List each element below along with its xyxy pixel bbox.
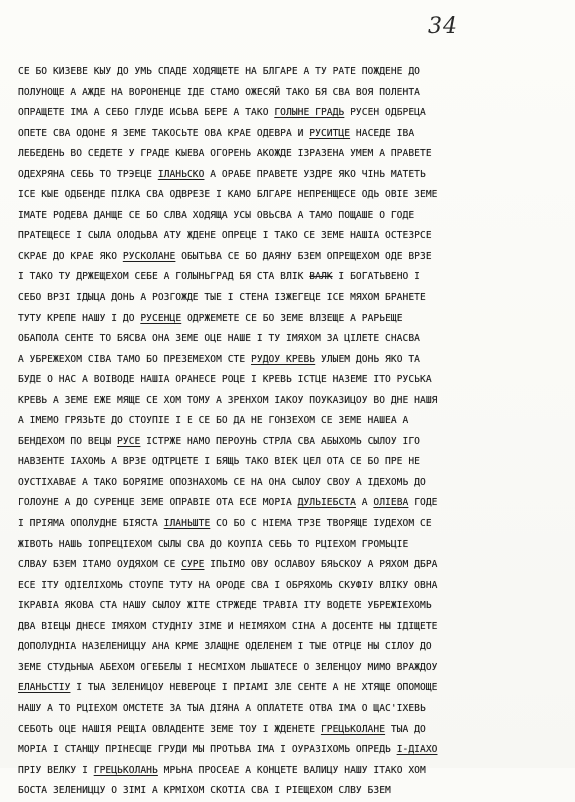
- text-line: [18, 83, 566, 104]
- text-segment: ОПРАЩЕТЕ ІМА А СЕБО ГЛУДЕ ИСЬВА БЕРЕ А ТАКО: [18, 107, 275, 119]
- text-line: [18, 740, 566, 761]
- text-line: [18, 226, 566, 247]
- typewritten-text-body: [18, 62, 566, 802]
- underlined-word: СУРЕ: [181, 559, 205, 571]
- text-line: [18, 493, 566, 514]
- text-line: [18, 329, 566, 350]
- underlined-word: РУСКОЛАНЕ: [122, 250, 176, 262]
- text-segment: ПРАТЕЩЕСЕ І СЫЛА ОЛОДЬВА АТУ ЖДЕНЕ ОПРЕЦЕ І ТАКО СЕ ЗЕМЕ НАШІА ОСТЕЗРСЕ: [18, 230, 432, 242]
- text-line: [18, 267, 566, 288]
- text-segment: ТУТУ КРЕПЕ НАШУ І ДО: [18, 312, 141, 324]
- text-line: [18, 514, 566, 535]
- text-segment: ДВА ВІЕЦЫ ДНЕСЕ ІМЯХОМ СТУДНІУ ЗІМЕ И НЕІМЯХОМ СІНА А ДОСЕНТЕ НЫ ІДІЩЕТЕ: [18, 620, 438, 632]
- text-segment: ІКРАВІА ЯКОВА СТА НАШУ СЫЛОУ ЖІТЕ СТРЖЕДЕ ТРАВІА ІТУ ВОДЕТЕ УБРЕЖІЕХОМЬ: [18, 600, 432, 612]
- text-segment: ГОЛОУНЕ А ДО СУРЕНЦЕ ЗЕМЕ ОПРАВІЕ ОТА ЕСЕ МОРІА: [18, 497, 298, 509]
- text-segment: ОПЕТЕ СВА ОДОНЕ Я ЗЕМЕ ТАКОСЬТЕ ОВА КРАЕ ОДЕВРА И: [18, 127, 310, 139]
- text-segment: МОРІА І СТАНЩУ ПРІНЕСЩЕ ГРУДИ МЫ ПРОТЬВА ІМА І ОУРАЗІХОМЬ ОПРЕДЬ: [18, 744, 397, 756]
- underlined-word: ДУЛЬІЕБСТА: [297, 497, 356, 509]
- text-line: [18, 309, 566, 330]
- text-line: [18, 185, 566, 206]
- text-segment: БЕНДЕХОМ ПО ВЕЦЫ: [18, 435, 118, 447]
- text-line: [18, 165, 566, 186]
- text-line: [18, 206, 566, 227]
- text-segment: ОДРЖЕМЕТЕ СЕ БО ЗЕМЕ ВЛЗЕЩЕ А РАРЬЕЩЕ: [181, 312, 403, 324]
- text-line: [18, 535, 566, 556]
- text-line: [18, 370, 566, 391]
- text-line: [18, 411, 566, 432]
- text-segment: ОУСТІХАВАЕ А ТАКО БОРЯІМЕ ОПОЗНАХОМЬ СЕ НА ОНА СЫЛОУ СВОУ А ІДЕХОМЬ ДО: [18, 476, 426, 488]
- underlined-word: ІЛАНЬСКО: [157, 168, 205, 180]
- text-segment: ОБАПОЛА СЕНТЕ ТО БЯСВА ОНА ЗЕМЕ ОЦЕ НАШЕ І ТУ ІМЯХОМ ЗА ЦІЛЕТЕ СНАСВА: [18, 333, 420, 345]
- text-line: [18, 576, 566, 597]
- text-segment: І ТАКО ТУ ДРЖЕЩЕХОМ СЕБЕ А ГОЛЫНЬГРАД БЯ СТА ВЛІК: [18, 271, 310, 283]
- underlined-word: РУДОУ КРЕВЬ: [251, 353, 316, 365]
- text-segment: І ПРІЯМА ОПОЛУДНЕ БІЯСТА: [18, 518, 164, 530]
- text-segment: СЕБОТЬ ОЦЕ НАШІЯ РЕЩІА ОВЛАДЕНТЕ ЗЕМЕ ТОУ І ЖДЕНЕТЕ: [18, 723, 321, 735]
- text-line: [18, 658, 566, 679]
- text-segment: ІСЕ КЫЕ ОДБЕНДЕ ПІЛКА СВА ОДВРЕЗЕ І КАМО БЛГАРЕ НЕПРЕНЩЕСЕ ОДЬ ОВІЕ ЗЕМЕ: [18, 189, 438, 201]
- underlined-word: РУСИТЦЕ: [309, 127, 351, 139]
- text-segment: НАШУ А ТО РЦІЕХОМ ОМСТЕТЕ ЗА ТЫА ДІЯНА А ОПЛАТЕТЕ ОТВА ІМА О ЩАС'ІХЕВЬ: [18, 702, 426, 714]
- text-segment: УЛЫЕМ ДОНЬ ЯКО ТА: [315, 353, 421, 365]
- page-number: 34: [428, 14, 458, 39]
- text-segment: А УБРЕЖЕХОМ СІВА ТАМО БО ПРЕЗЕМЕХОМ СТЕ: [18, 353, 252, 365]
- text-segment: І ТЫА ЗЕЛЕНИЦОУ НЕВЕРОЦЕ І ПРІАМІ ЗЛЕ СЕНТЕ А НЕ ХТЯЩЕ ОПОМОЩЕ: [70, 682, 438, 694]
- underlined-word: РУСЕНЦЕ: [140, 312, 182, 324]
- struck-word: ВАЛК: [309, 271, 333, 283]
- text-line: [18, 288, 566, 309]
- underlined-word: ГОЛЫНЕ ГРАДЬ: [274, 107, 345, 119]
- text-line: [18, 432, 566, 453]
- text-line: [18, 391, 566, 412]
- underlined-word: ІЛАНЬШТЕ: [163, 518, 211, 530]
- text-line: [18, 720, 566, 741]
- text-segment: ОБЫТЬВА СЕ БО ДАЯНУ БЗЕМ ОПРЕЩЕХОМ ОДЕ ВРЗЕ: [175, 250, 432, 262]
- text-line: [18, 350, 566, 371]
- text-segment: ІПЬІМО ОВУ ОСЛАВОУ БЯЬСКОУ А РЯХОМ ДБРА: [204, 559, 438, 571]
- text-segment: ТЫА ДО: [385, 723, 426, 735]
- text-segment: ПОЛУНОЩЕ А АЖДЕ НА ВОРОНЕНЦЕ ІДЕ СТАМО ОЖЕСЯЙ ТАКО БЯ СВА ВОЯ ПОЛЕНТА: [18, 86, 420, 98]
- text-segment: МРЬНА ПРОСЕАЕ А КОНЦЕТЕ ВАЛИЦУ НАШУ ІТАКО ХОМ: [157, 764, 426, 776]
- underlined-word: ОЛІЕВА: [373, 497, 409, 509]
- text-line: [18, 617, 566, 638]
- text-segment: ЛЕБЕДЕНЬ ВО СЕДЕТЕ У ГРАДЕ КЫЕВА ОГОРЕНЬ АКОЖДЕ ІЗРАЗЕНА УМЕМ А ПРАВЕТЕ: [18, 148, 432, 160]
- text-line: [18, 247, 566, 268]
- underlined-word: ЕЛАНЬСТІУ: [18, 682, 71, 694]
- text-line: [18, 761, 566, 782]
- text-segment: КРЕВЬ А ЗЕМЕ ЕЖЕ МЯЩЕ СЕ ХОМ ТОМУ А ЗРЕНХОМ ІАКОУ ПОУКАЗИЦОУ ВО ДНЕ НАШЯ: [18, 394, 438, 406]
- text-line: [18, 699, 566, 720]
- text-line: [18, 62, 566, 83]
- text-line: [18, 144, 566, 165]
- text-segment: НАСЕДЕ ІВА: [350, 127, 415, 139]
- underlined-word: ГРЕЦЬКОЛАНЬ: [93, 764, 158, 776]
- text-line: [18, 781, 566, 802]
- text-segment: ПРІУ ВЕЛКУ І: [18, 764, 94, 776]
- text-line: [18, 452, 566, 473]
- text-segment: ЗЕМЕ СТУДЬНЫА АБЕХОМ ОГЕБЕЛЫ І НЕСМІХОМ ЛЬШАТЕСЕ О ЗЕЛЕНЦОУ МИМО ВРАЖДОУ: [18, 661, 438, 673]
- text-line: [18, 555, 566, 576]
- text-segment: БУДЕ О НАС А ВОІВОДЕ НАШІА ОРАНЕСЕ РОЦЕ І КРЕВЬ ІСТЦЕ НАЗЕМЕ ІТО РУСЬКА: [18, 374, 432, 386]
- text-segment: СО БО С НІЕМА ТРЗЕ ТВОРЯЩЕ ІУДЕХОМ СЕ: [210, 518, 432, 530]
- underlined-word: ГРЕЦЬКОЛАНЕ: [320, 723, 386, 735]
- text-segment: ДОПОЛУДНІА НАЗЕЛЕНИЦЦУ АНА КРМЕ ЗЛАЩНЕ ОДЕЛЕНЕМ І ТЫЕ ОТРЦЕ НЫ СІЛОУ ДО: [18, 641, 432, 653]
- text-segment: ІСТРЖЕ НАМО ПЕРОУНЬ СТРЛА СВА АБЫХОМЬ СЫЛОУ ІГО: [140, 435, 421, 447]
- text-line: [18, 124, 566, 145]
- text-segment: СЛВАУ БЗЕМ ІТАМО ОУДЯХОМ СЕ: [18, 559, 182, 571]
- text-segment: А: [355, 497, 374, 509]
- text-segment: СКРАЕ ДО КРАЕ ЯКО: [18, 250, 123, 262]
- text-line: [18, 103, 566, 124]
- text-segment: А ОРАБЕ ПРАВЕТЕ УЗДРЕ ЯКО ЧІНЬ МАТЕТЬ: [204, 168, 426, 180]
- text-segment: НАВЗЕНТЕ ІАХОМЬ А ВРЗЕ ОДТРЦЕТЕ І БЯЩЬ ТАКО ВІЕК ЦЕЛ ОТА СЕ БО ПРЕ НЕ: [18, 456, 420, 468]
- text-line: [18, 596, 566, 617]
- text-segment: РУСЕН ОДБРЕЦА: [344, 107, 426, 119]
- text-segment: ІМАТЕ РОДЕВА ДАНЩЕ СЕ БО СЛВА ХОДЯЩА УСЫ ОВЬСВА А ТАМО ПОЩАШЕ О ГОДЕ: [18, 209, 415, 221]
- underlined-word: І-ДІАХО: [396, 744, 438, 756]
- text-segment: А ІМЕМО ГРЯЗЬТЕ ДО СТОУПІЕ І Е СЕ БО ДА НЕ ГОНЗЕХОМ СЕ ЗЕМЕ НАШЕА А: [18, 415, 409, 427]
- text-line: [18, 678, 566, 699]
- text-segment: СЕБО ВРЗІ ІДЫЦА ДОНЬ А РОЗГОЖДЕ ТЫЕ І СТЕНА ІЗЖЕГЕЦЕ ІСЕ МЯХОМ БРАНЕТЕ: [18, 292, 426, 304]
- text-segment: СЕ БО КИЗЕВЕ КЫУ ДО УМЬ СПАДЕ ХОДЯЩЕТЕ НА БЛГАРЕ А ТУ РАТЕ ПОЖДЕНЕ ДО: [18, 66, 420, 77]
- text-segment: ЖІВОТЬ НАШЬ ІОПРЕЦІЕХОМ СЫЛЫ СВА ДО КОУПІА СЕБЬ ТО РЦІЕХОМ ГРОМЬЦІЕ: [18, 538, 409, 550]
- text-segment: БОСТА ЗЕЛЕНИЦЦУ О ЗІМІ А КРМІХОМ СКОТІА СВА І РІЕЩЕХОМ СЛВУ БЗЕМ: [18, 785, 391, 797]
- text-segment: І БОГАТЬВЕНО І: [332, 271, 420, 283]
- text-segment: ГОДЕ: [408, 497, 438, 509]
- text-line: [18, 637, 566, 658]
- text-segment: ЕСЕ ІТУ ОДІЕЛІХОМЬ СТОУПЕ ТУТУ НА ОРОДЕ СВА І ОБРЯХОМЬ СКУФІУ ВЛІКУ ОВНА: [18, 579, 438, 591]
- underlined-word: РУСЕ: [117, 435, 141, 447]
- text-line: [18, 473, 566, 494]
- text-segment: ОДЕХРЯНА СЕБЬ ТО ТРЭЕЦЕ: [18, 168, 158, 180]
